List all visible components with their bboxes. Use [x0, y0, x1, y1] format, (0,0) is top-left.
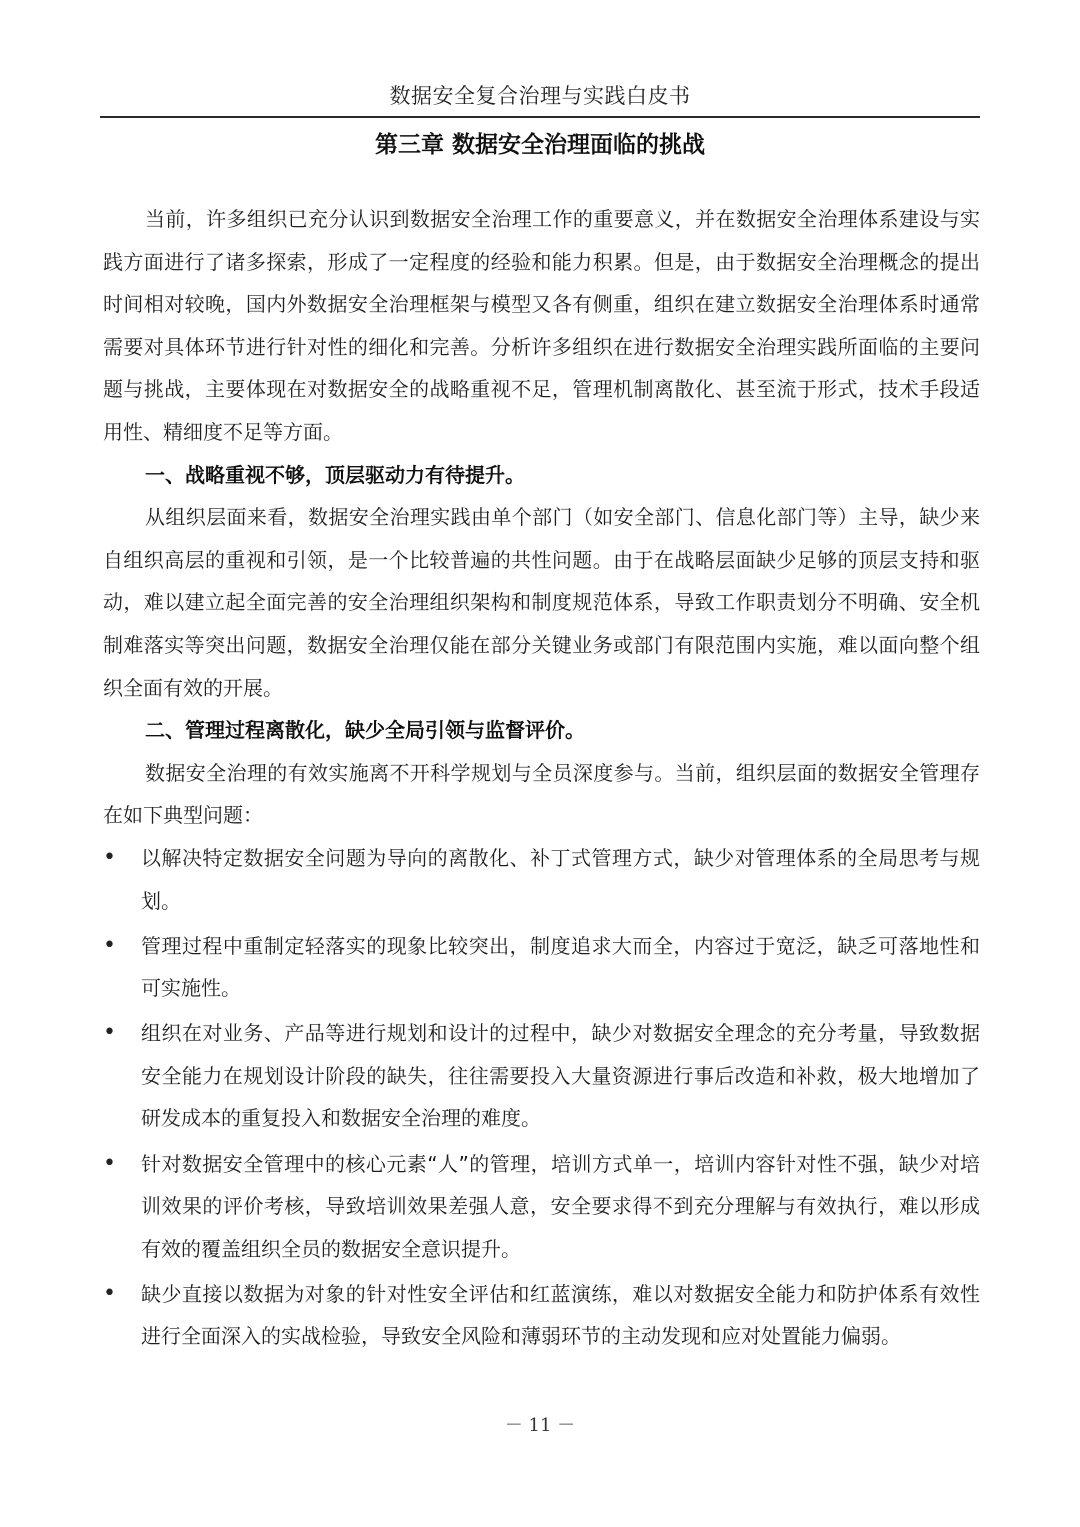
list-item	[103, 837, 980, 922]
running-header: 数据安全复合治理与实践白皮书	[389, 84, 691, 108]
section-paragraph-2: 数据安全治理的有效实施离不开科学规划与全员深度参与。当前，组织层面的数据安全管理存在如下典型问题：	[103, 760, 980, 828]
list-item-text: 针对数据安全管理中的核心元素“人”的管理，培训方式单一，培训内容针对性不强，缺少对培训效果的评价考核，导致培训效果差强人意，安全要求得不到充分理解与有效执行，难以形成有效的覆盖组织全员的数据安全意识提升。	[141, 1151, 980, 1261]
list-item	[103, 1012, 980, 1140]
bullet-icon: •	[103, 1280, 116, 1306]
page-number: － 11 －	[504, 1415, 576, 1436]
section-heading-1: 一、战略重视不够，顶层驱动力有待提升。	[145, 462, 525, 487]
list-item-text: 管理过程中重制定轻落实的现象比较突出，制度追求大而全，内容过于宽泛，缺乏可落地性和可实施性。	[141, 933, 980, 1001]
list-item-text: 以解决特定数据安全问题为导向的离散化、补丁式管理方式，缺少对管理体系的全局思考与规划。	[141, 845, 980, 913]
list-item-text: 缺少直接以数据为对象的针对性安全评估和红蓝演练，难以对数据安全能力和防护体系有效性进行全面深入的实战检验，导致安全风险和薄弱环节的主动发现和应对处置能力偏弱。	[141, 1281, 980, 1349]
bullet-icon: •	[103, 1150, 116, 1176]
section-paragraph-1: 从组织层面来看，数据安全治理实践由单个部门（如安全部门、信息化部门等）主导，缺少来自组织高层的重视和引领，是一个比较普遍的共性问题。由于在战略层面缺少足够的顶层支持和驱动，难以建立起全面完善的安全治理组织架构和制度规范体系，导致工作职责划分不明确、安全机制难落实等突出问题，数据安全治理仅能在部分关键业务或部门有限范围内实施，难以面向整个组织全面有效的开展。	[103, 505, 980, 700]
bullet-icon: •	[103, 932, 116, 958]
document-body	[103, 198, 980, 1361]
bullet-icon: •	[103, 1020, 116, 1046]
list-item-text: 组织在对业务、产品等进行规划和设计的过程中，缺少对数据安全理念的充分考量，导致数据安全能力在规划设计阶段的缺失，往往需要投入大量资源进行事后改造和补救，极大地增加了研发成本的重复投入和数据安全治理的难度。	[141, 1021, 980, 1131]
bullet-icon: •	[103, 844, 116, 870]
intro-paragraph: 当前，许多组织已充分认识到数据安全治理工作的重要意义，并在数据安全治理体系建设与实践方面进行了诸多探索，形成了一定程度的经验和能力积累。但是，由于数据安全治理概念的提出时间相对较晚，国内外数据安全治理框架与模型又各有侧重，组织在建立数据安全治理体系时通常需要对具体环节进行针对性的细化和完善。分析许多组织在进行数据安全治理实践所面临的主要问题与挑战，主要体现在对数据安全的战略重视不足，管理机制离散化、甚至流于形式，技术手段适用性、精细度不足等方面。	[103, 207, 980, 444]
list-item	[103, 925, 980, 1010]
list-item	[103, 1273, 980, 1358]
issue-bullet-list	[103, 837, 980, 1358]
list-item	[103, 1143, 980, 1271]
chapter-title: 第三章 数据安全治理面临的挑战	[374, 132, 705, 158]
section-heading-2: 二、管理过程离散化，缺少全局引领与监督评价。	[145, 718, 585, 743]
header-divider	[100, 116, 980, 118]
